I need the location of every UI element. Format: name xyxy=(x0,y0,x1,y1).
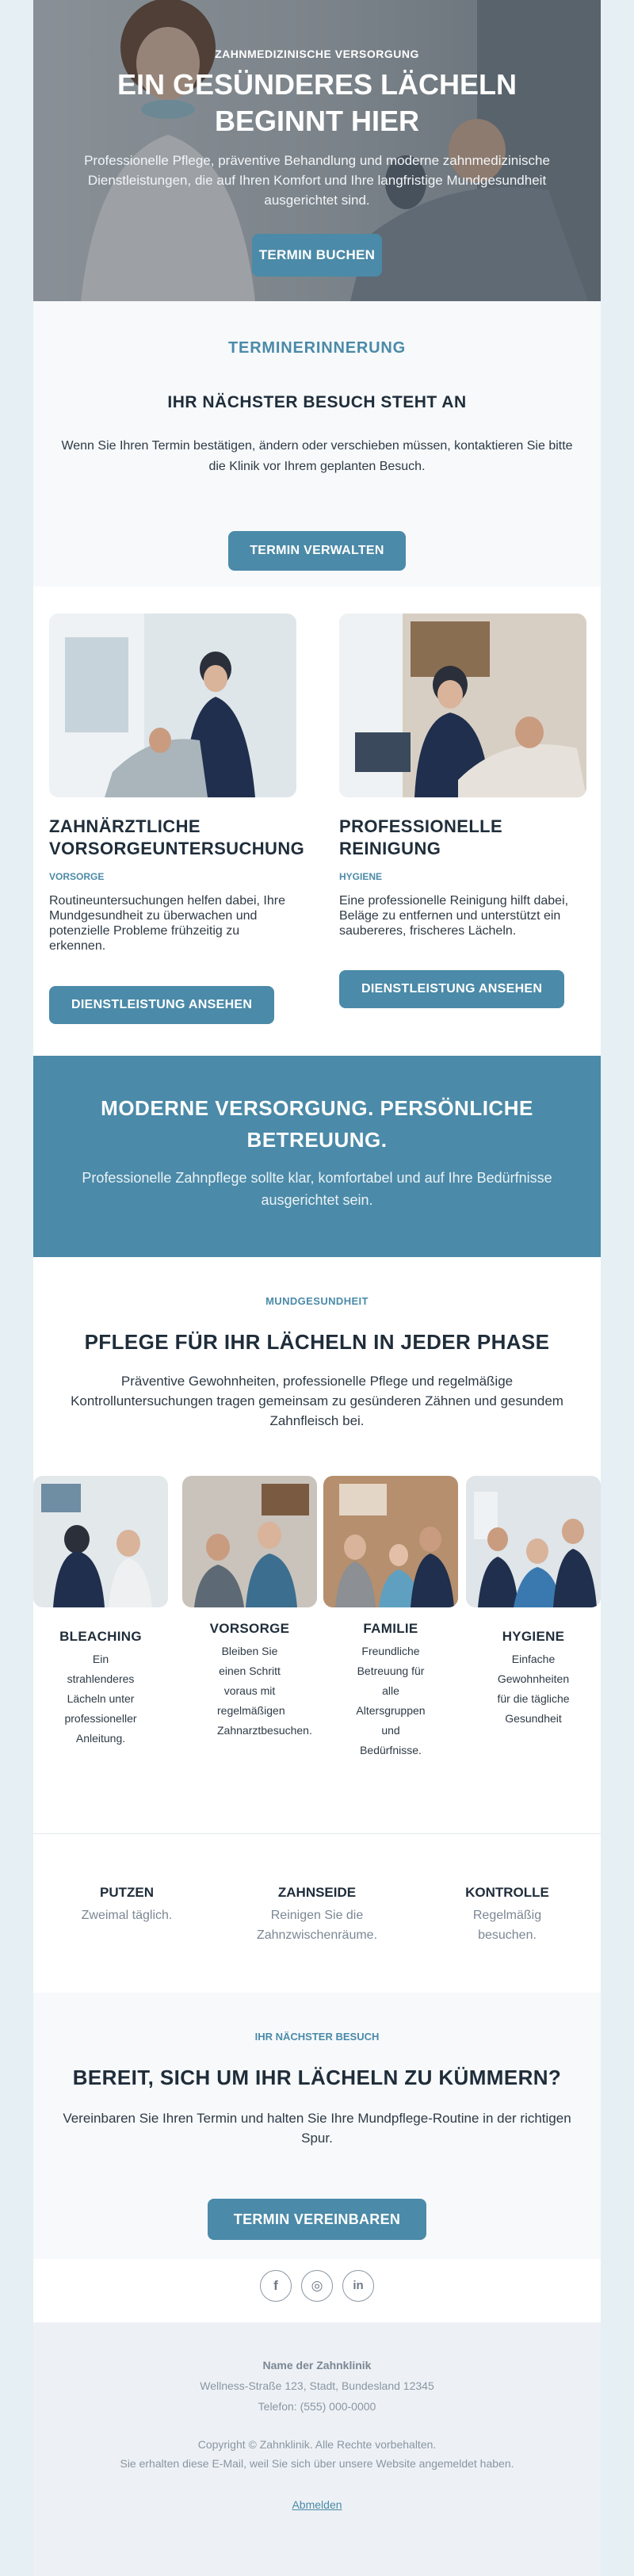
tip-kontrolle xyxy=(428,1885,586,1945)
tip-title: KONTROLLE xyxy=(465,1885,549,1900)
service-card-cleaning xyxy=(339,613,586,996)
banner-section xyxy=(33,1056,601,1257)
view-service-button[interactable]: DIENSTLEISTUNG ANSEHEN xyxy=(49,986,274,1024)
facebook-icon[interactable]: f xyxy=(260,2270,292,2302)
vorsorge-image xyxy=(182,1476,317,1607)
tile-familie xyxy=(323,1476,458,1760)
hero-title-line-1: EIN GESÜNDERES LÄCHELN xyxy=(116,68,518,101)
tile-text: Freundliche Betreuung für alle Altersgruppen und Bedürfnisse. xyxy=(356,1645,426,1756)
tile-bleaching xyxy=(33,1476,168,1749)
hero-title xyxy=(33,67,601,140)
clinic-address: Wellness-Straße 123, Stadt, Bundesland 12345 xyxy=(200,2379,434,2392)
familie-image xyxy=(323,1476,458,1607)
clinic-name: Name der Zahnklinik xyxy=(262,2359,372,2372)
tile-text: Einfache Gewohnheiten für die tägliche Gesundheit xyxy=(497,1653,570,1725)
reminder-text: Wenn Sie Ihren Termin bestätigen, ändern oder verschieben müssen, kontaktieren Sie bitte die Klinik vor Ihrem geplanten Besuch. xyxy=(61,439,573,473)
tip-title: PUTZEN xyxy=(100,1885,154,1900)
unsubscribe-link[interactable]: Abmelden xyxy=(292,2498,342,2511)
manage-appointment-button[interactable]: TERMIN VERWALTEN xyxy=(228,531,406,571)
service-title xyxy=(339,816,586,860)
tips-section xyxy=(33,1834,601,1993)
book-appointment-button[interactable]: TERMIN BUCHEN xyxy=(252,234,382,277)
tip-title: ZAHNSEIDE xyxy=(277,1885,357,1900)
banner-title-line-2: BETREUUNG. xyxy=(246,1128,388,1152)
tip-zahnseide xyxy=(238,1885,396,1945)
hero-eyebrow: ZAHNMEDIZINISCHE VERSORGUNG xyxy=(215,48,419,60)
oral-health-text: Präventive Gewohnheiten, professionelle Pflege und regelmäßige Kontrolluntersuchungen tragen gemeinsam zu gesünderen Zähnen und gesundem Zahnfleisch bei. xyxy=(71,1374,563,1428)
tile-title: VORSORGE xyxy=(209,1621,290,1636)
hero-title-line-2: BEGINNT HIER xyxy=(214,105,419,137)
cleaning-image xyxy=(339,613,586,797)
tip-text: Zweimal täglich. xyxy=(81,1909,173,1922)
banner-title-line-1: MODERNE VERSORGUNG. PERSÖNLICHE xyxy=(101,1096,533,1120)
hero-content xyxy=(33,48,601,277)
tile-title: FAMILIE xyxy=(363,1621,418,1636)
reminder-section xyxy=(33,301,601,587)
clinic-phone: Telefon: (555) 000-0000 xyxy=(258,2400,376,2413)
service-title-line-2: VORSORGEUNTERSUCHUNG xyxy=(49,839,305,858)
cta-text: Vereinbaren Sie Ihren Termin und halten Sie Ihre Mundpflege-Routine in der richtigen Spur. xyxy=(63,2111,571,2146)
tile-text: Ein strahlenderes Lächeln unter professioneller Anleitung. xyxy=(64,1653,137,1745)
copyright-text: Copyright © Zahnklinik. Alle Rechte vorbehalten. xyxy=(197,2438,437,2451)
reminder-eyebrow: TERMINERINNERUNG xyxy=(228,339,406,357)
tip-putzen xyxy=(48,1885,206,1925)
bleaching-image xyxy=(33,1476,168,1607)
tile-vorsorge xyxy=(182,1476,317,1741)
service-title-line-2: REINIGUNG xyxy=(339,839,441,858)
oral-health-section xyxy=(33,1257,601,1834)
cta-section xyxy=(33,1993,601,2259)
email-container xyxy=(33,0,601,2576)
schedule-appointment-button[interactable]: TERMIN VEREINBAREN xyxy=(208,2199,426,2240)
service-text: Routineuntersuchungen helfen dabei, Ihre Mundgesundheit zu überwachen und potenzielle Probleme frühzeitig zu erkennen. xyxy=(49,894,285,953)
service-card-checkup xyxy=(49,613,305,1011)
hero-section xyxy=(33,0,601,301)
oral-health-title: PFLEGE FÜR IHR LÄCHELN IN JEDER PHASE xyxy=(84,1330,550,1354)
service-title-line-1: PROFESSIONELLE xyxy=(339,816,503,836)
tip-text: Reinigen Sie die Zahnzwischenräume. xyxy=(256,1909,378,1942)
instagram-icon[interactable]: ◎ xyxy=(301,2270,333,2302)
reminder-title: IHR NÄCHSTER BESUCH STEHT AN xyxy=(167,393,467,411)
tile-title: BLEACHING xyxy=(59,1629,142,1644)
services-section xyxy=(33,587,601,1054)
linkedin-icon[interactable]: in xyxy=(342,2270,374,2302)
cta-title: BEREIT, SICH UM IHR LÄCHELN ZU KÜMMERN? xyxy=(72,2066,562,2089)
tile-title: HYGIENE xyxy=(502,1629,565,1644)
service-title-line-1: ZAHNÄRZTLICHE xyxy=(49,816,201,836)
hygiene-image xyxy=(466,1476,601,1607)
footer-link-row xyxy=(33,2498,601,2511)
footer-section xyxy=(33,2322,601,2576)
checkup-image xyxy=(49,613,296,797)
service-title xyxy=(49,816,305,860)
tip-text: Regelmäßig besuchen. xyxy=(472,1909,542,1942)
tile-text: Bleiben Sie einen Schritt voraus mit regelmäßigen Zahnarztbesuchen. xyxy=(217,1645,312,1737)
service-tag: HYGIENE xyxy=(339,871,383,882)
subscription-notice: Sie erhalten diese E-Mail, weil Sie sich über unsere Website angemeldet haben. xyxy=(120,2457,514,2470)
banner-title xyxy=(33,1092,601,1156)
oral-health-eyebrow: MUNDGESUNDHEIT xyxy=(265,1295,369,1307)
banner-text: Professionelle Zahnpflege sollte klar, komfortabel und auf Ihre Bedürfnisse ausgerichtet sein. xyxy=(82,1170,552,1208)
view-service-button[interactable]: DIENSTLEISTUNG ANSEHEN xyxy=(339,970,564,1008)
social-section xyxy=(33,2259,601,2322)
tile-hygiene xyxy=(466,1476,601,1729)
service-text: Eine professionelle Reinigung hilft dabei, Beläge zu entfernen und unterstützt ein saubereres, frischeres Lächeln. xyxy=(339,894,569,938)
hero-text: Professionelle Pflege, präventive Behandlung und moderne zahnmedizinische Dienstleistungen, die auf Ihren Komfort und Ihre langfristige Mundgesundheit ausgerichtet sind. xyxy=(84,153,550,208)
cta-eyebrow: IHR NÄCHSTER BESUCH xyxy=(254,2031,380,2043)
service-tag: VORSORGE xyxy=(49,871,105,882)
